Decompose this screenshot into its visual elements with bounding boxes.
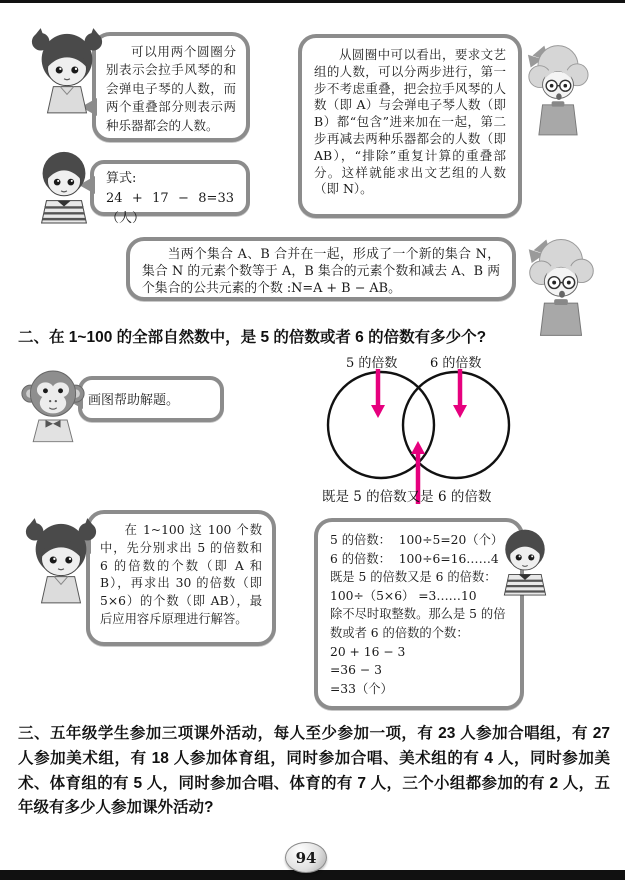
solution-line: 100÷（5×6） =3……10: [330, 588, 477, 603]
venn-label-multiples-of-6: 6 的倍数: [430, 356, 482, 371]
solution-line: =33（个）: [330, 681, 393, 696]
arrow-down-right-icon: [453, 369, 467, 418]
section-three-problem: 三、五年级学生参加三项课外活动，每人至少参加一项，有 23 人参加合唱组，有 27 人参加美术组，有 18 人参加体育组，同时参加合唱、美术组的有 4 人，同时参加美术、体育组的有 5 人，同时参加合唱、体育的有 7 人，三个小组都参加的有 2 人，五年级有多少人参加课外活动?: [18, 725, 610, 817]
solution-line: 5 的倍数： 100÷5=20（个）: [330, 533, 504, 547]
method-text: 在 1~100 这 100 个数中，先分别求出 5 的倍数和 6 的倍数的个数（即 A 和 B），再求出 30 的倍数（即 5×6）的个数（即 AB），最后应用容斥原理进行解答。: [100, 523, 262, 626]
page-number: 94: [295, 848, 317, 867]
boy-striped-avatar-icon: [493, 526, 557, 596]
girl-pigtails-avatar-icon: [28, 26, 106, 114]
page-number-badge: [285, 842, 327, 873]
venn-label-multiples-of-5: 5 的倍数: [346, 356, 398, 371]
solution-line: 既是 5 的倍数又是 6 的倍数：: [330, 570, 497, 585]
two-steps-text: 从圆圈中可以看出，要求文艺组的人数，可以分两步进行，第一步不考虑重叠，把会拉手风琴的人数（即 A）与会弹电子琴人数（即 B）都“包含”进来加在一起，第二步再减去两种乐器都会的人数（即 AB），“排除”重复计算的重叠部分。这样就能求出文艺组的人数（即 N）。: [314, 47, 506, 197]
speech-bubble-draw: [78, 376, 224, 422]
boy-striped-avatar-icon: [28, 148, 100, 224]
solution-line: =36 − 3: [330, 663, 382, 678]
glasses-girl-avatar-icon: [517, 232, 605, 338]
section-two-heading: 二、在 1~100 的全部自然数中，是 5 的倍数或者 6 的倍数有多少个?: [18, 329, 487, 346]
speech-bubble-two-steps: [298, 34, 522, 218]
union-rule-text: 当两个集合 A、B 合并在一起，形成了一个新的集合 N，集合 N 的元素个数等于 A，B 集合的元素个数和减去 A、B 两个集合的公共元素的个数 :N=A + B − AB。: [142, 247, 500, 296]
girl-pigtails-avatar-icon: [22, 516, 100, 604]
solution-line: 除不尽时取整数。那么是 5 的倍: [330, 607, 506, 622]
solution-line: 数或者 6 的倍数的个数：: [330, 625, 469, 640]
circles-hint-text: 可以用两个圆圈分别表示会拉手风琴的和会弹电子琴的人数，而两个重叠部分则表示两种乐器都会的人数。: [106, 44, 236, 133]
solution-line: 20 + 16 − 3: [330, 644, 406, 659]
solution-line: 6 的倍数： 100÷6=16……4: [330, 551, 499, 566]
venn-intersection-caption: 既是 5 的倍数又是 6 的倍数: [322, 489, 492, 505]
glasses-girl-avatar-icon: [517, 38, 599, 138]
top-rule: [0, 0, 625, 3]
speech-bubble-formula: [90, 160, 250, 226]
speech-bubble-union-rule: [126, 237, 516, 301]
formula-value: 24 + 17 − 8=33（人）: [106, 191, 234, 226]
speech-bubble-circles-hint: [92, 32, 250, 142]
formula-label: 算式:: [106, 171, 137, 186]
draw-hint-text: 画图帮助解题。: [88, 393, 180, 408]
arrow-down-left-icon: [371, 369, 385, 418]
monkey-avatar-icon: [20, 365, 86, 443]
speech-bubble-method: [86, 510, 276, 646]
